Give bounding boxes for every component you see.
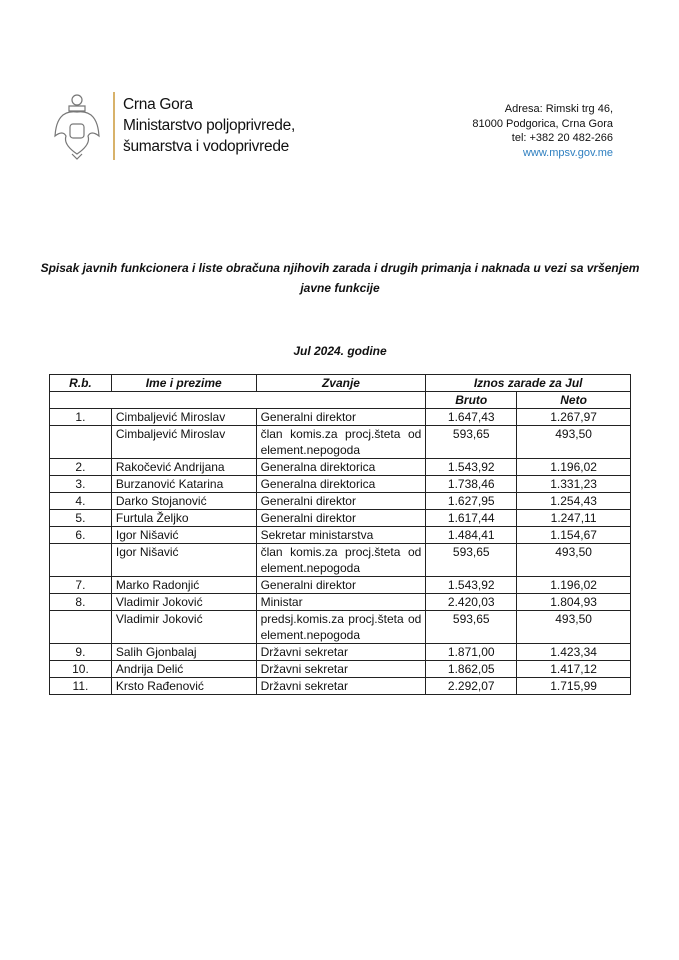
cell-bruto: 1.484,41 xyxy=(426,527,517,544)
cell-neto: 1.331,23 xyxy=(517,476,631,493)
cell-neto: 1.267,97 xyxy=(517,409,631,426)
cell-rb xyxy=(50,611,112,644)
cell-name: Salih Gjonbalaj xyxy=(111,644,256,661)
cell-neto: 1.804,93 xyxy=(517,594,631,611)
cell-name: Krsto Rađenović xyxy=(111,678,256,695)
cell-neto: 493,50 xyxy=(517,544,631,577)
cell-bruto: 1.627,95 xyxy=(426,493,517,510)
cell-name: Furtula Željko xyxy=(111,510,256,527)
cell-neto: 493,50 xyxy=(517,426,631,459)
cell-name: Vladimir Joković xyxy=(111,594,256,611)
table-row xyxy=(50,611,631,644)
cell-rb: 4. xyxy=(50,493,112,510)
organization-name xyxy=(123,94,295,157)
cell-rb: 9. xyxy=(50,644,112,661)
cell-name: Igor Nišavić xyxy=(111,544,256,577)
cell-rb: 11. xyxy=(50,678,112,695)
table-row xyxy=(50,476,631,493)
table-row xyxy=(50,544,631,577)
cell-bruto: 1.871,00 xyxy=(426,644,517,661)
cell-bruto: 1.617,44 xyxy=(426,510,517,527)
subheader-empty xyxy=(50,392,426,409)
cell-title: Državni sekretar xyxy=(256,661,426,678)
cell-neto: 493,50 xyxy=(517,611,631,644)
address-line: Adresa: Rimski trg 46, xyxy=(504,103,613,115)
cell-neto: 1.154,67 xyxy=(517,527,631,544)
cell-rb: 5. xyxy=(50,510,112,527)
cell-name: Burzanović Katarina xyxy=(111,476,256,493)
cell-bruto: 1.738,46 xyxy=(426,476,517,493)
cell-bruto: 1.862,05 xyxy=(426,661,517,678)
cell-neto: 1.196,02 xyxy=(517,577,631,594)
cell-neto: 1.196,02 xyxy=(517,459,631,476)
cell-title: Ministar xyxy=(256,594,426,611)
table-row xyxy=(50,426,631,459)
period-heading: Jul 2024. godine xyxy=(293,344,387,358)
table-row xyxy=(50,678,631,695)
header-divider xyxy=(113,92,115,160)
contact-address xyxy=(472,102,613,160)
cell-bruto: 1.543,92 xyxy=(426,459,517,476)
cell-title: predsj.komis.za procj.šteta od element.nepogoda xyxy=(256,611,426,644)
table-row xyxy=(50,409,631,426)
col-rb: R.b. xyxy=(50,375,112,392)
table-row xyxy=(50,493,631,510)
org-line: šumarstva i vodoprivrede xyxy=(123,138,289,155)
col-title: Zvanje xyxy=(256,375,426,392)
col-name: Ime i prezime xyxy=(111,375,256,392)
table-row xyxy=(50,661,631,678)
cell-name: Cimbaljević Miroslav xyxy=(111,426,256,459)
cell-title: član komis.za procj.šteta od element.nepogoda xyxy=(256,544,426,577)
website-link[interactable]: www.mpsv.gov.me xyxy=(522,146,613,159)
cell-neto: 1.423,34 xyxy=(517,644,631,661)
cell-rb: 8. xyxy=(50,594,112,611)
cell-title: Generalni direktor xyxy=(256,493,426,510)
cell-rb xyxy=(50,544,112,577)
phone-line: tel: +382 20 482-266 xyxy=(511,132,613,144)
col-amount: Iznos zarade za Jul xyxy=(426,375,631,392)
cell-title: član komis.za procj.šteta od element.nepogoda xyxy=(256,426,426,459)
cell-title: Generalna direktorica xyxy=(256,476,426,493)
table-row xyxy=(50,644,631,661)
cell-name: Cimbaljević Miroslav xyxy=(111,409,256,426)
cell-name: Vladimir Joković xyxy=(111,611,256,644)
salary-table xyxy=(49,374,631,695)
document-title: Spisak javnih funkcionera i liste obračuna njihovih zarada i drugih primanja i naknada u vezi sa vršenjem javne funkcije xyxy=(40,261,640,295)
col-bruto: Bruto xyxy=(426,392,517,409)
org-line: Crna Gora xyxy=(123,96,193,113)
cell-bruto: 2.292,07 xyxy=(426,678,517,695)
address-line: 81000 Podgorica, Crna Gora xyxy=(472,117,613,130)
cell-neto: 1.715,99 xyxy=(517,678,631,695)
cell-title: Generalna direktorica xyxy=(256,459,426,476)
cell-bruto: 2.420,03 xyxy=(426,594,517,611)
cell-title: Generalni direktor xyxy=(256,577,426,594)
table-row xyxy=(50,577,631,594)
cell-neto: 1.417,12 xyxy=(517,661,631,678)
cell-name: Rakočević Andrijana xyxy=(111,459,256,476)
cell-rb: 1. xyxy=(50,409,112,426)
cell-bruto: 593,65 xyxy=(426,544,517,577)
table-header-row xyxy=(50,375,631,392)
cell-rb: 10. xyxy=(50,661,112,678)
cell-title: Generalni direktor xyxy=(256,409,426,426)
cell-rb: 3. xyxy=(50,476,112,493)
cell-name: Marko Radonjić xyxy=(111,577,256,594)
cell-rb: 7. xyxy=(50,577,112,594)
table-row xyxy=(50,594,631,611)
table-row xyxy=(50,510,631,527)
table-row xyxy=(50,527,631,544)
cell-title: Državni sekretar xyxy=(256,644,426,661)
cell-bruto: 1.647,43 xyxy=(426,409,517,426)
table-subheader-row xyxy=(50,392,631,409)
cell-bruto: 593,65 xyxy=(426,611,517,644)
cell-rb: 2. xyxy=(50,459,112,476)
org-line: Ministarstvo poljoprivrede, xyxy=(123,117,295,134)
cell-bruto: 1.543,92 xyxy=(426,577,517,594)
coat-of-arms-icon xyxy=(52,92,102,160)
cell-name: Darko Stojanović xyxy=(111,493,256,510)
cell-name: Andrija Delić xyxy=(111,661,256,678)
table-row xyxy=(50,459,631,476)
cell-neto: 1.254,43 xyxy=(517,493,631,510)
col-neto: Neto xyxy=(517,392,631,409)
cell-title: Generalni direktor xyxy=(256,510,426,527)
cell-rb xyxy=(50,426,112,459)
cell-title: Sekretar ministarstva xyxy=(256,527,426,544)
cell-rb: 6. xyxy=(50,527,112,544)
cell-title: Državni sekretar xyxy=(256,678,426,695)
cell-bruto: 593,65 xyxy=(426,426,517,459)
cell-neto: 1.247,11 xyxy=(517,510,631,527)
cell-name: Igor Nišavić xyxy=(111,527,256,544)
